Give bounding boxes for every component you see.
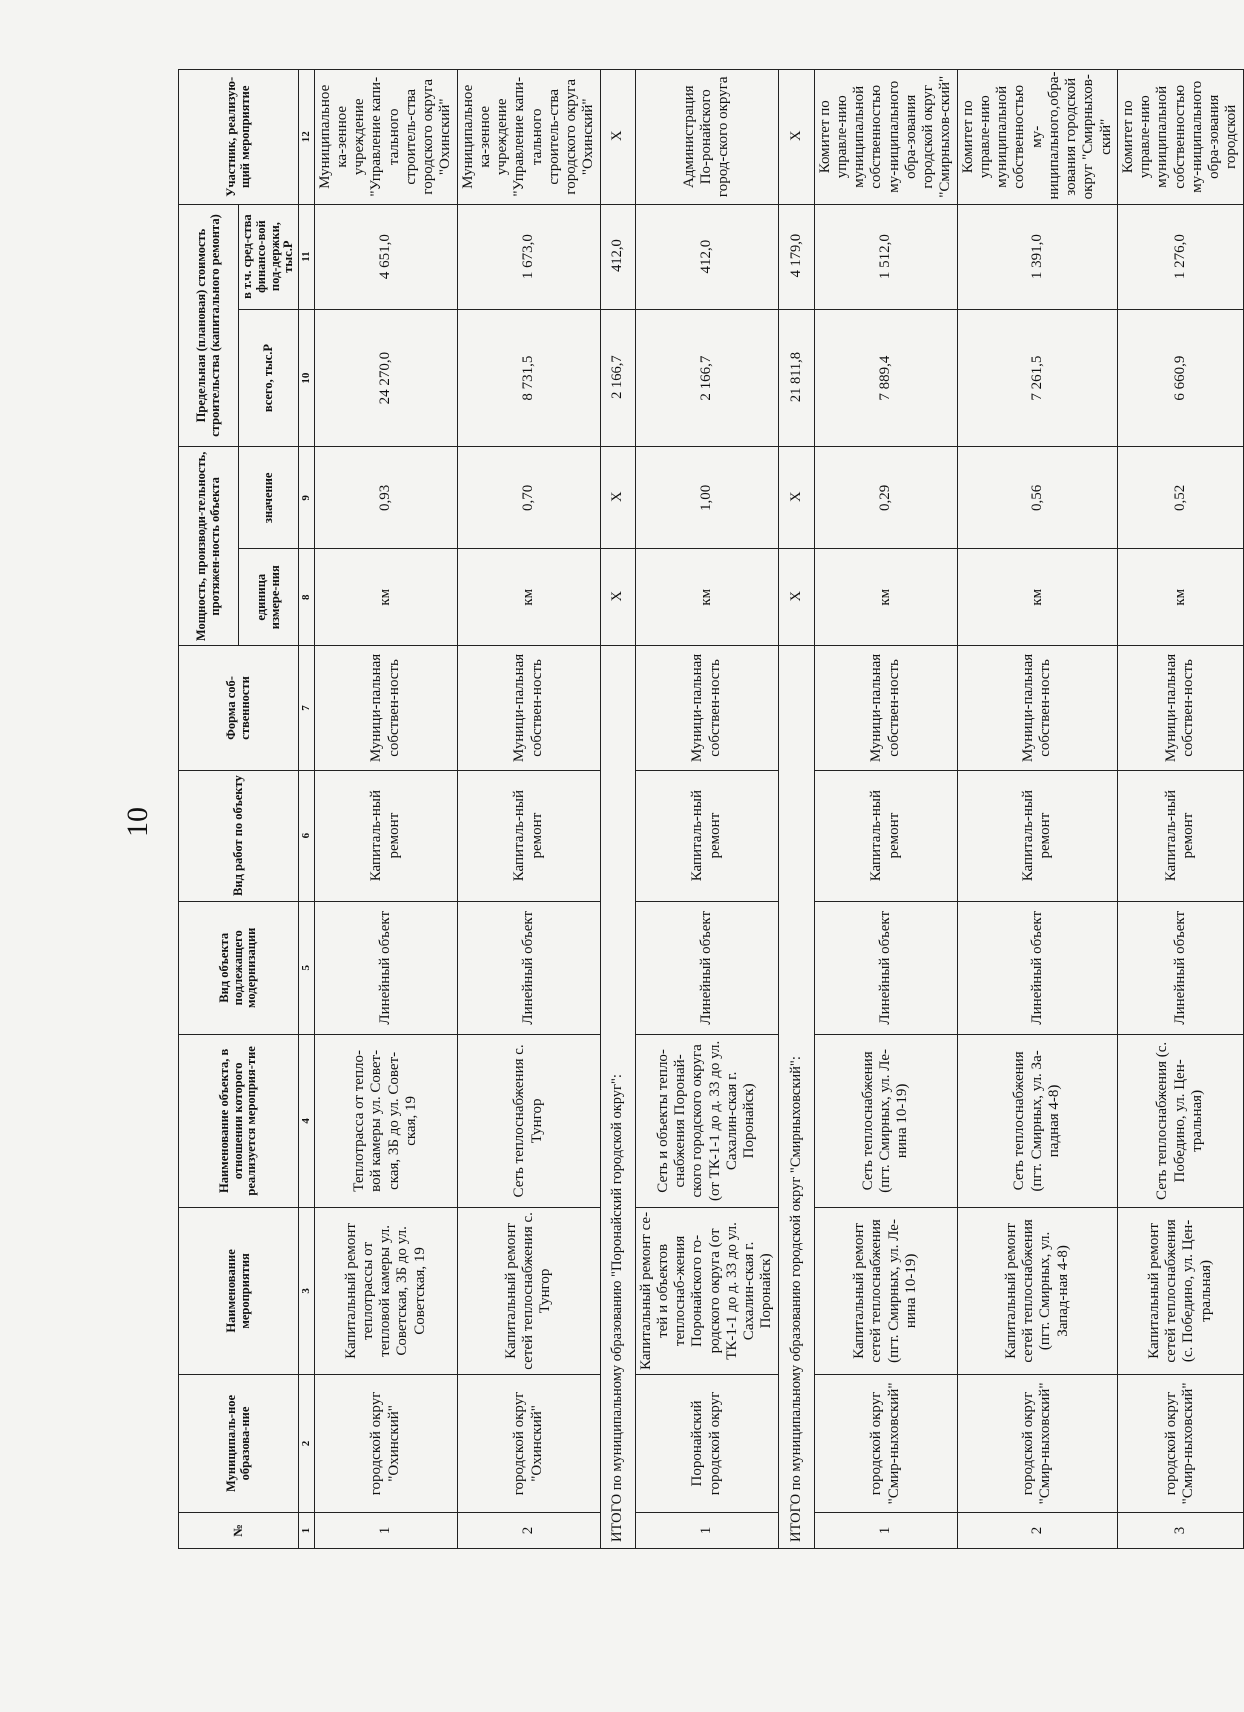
cell-municipality: городской округ "Смир-ныховский" [957,1375,1117,1513]
cell-cost-support: 1 673,0 [457,204,600,309]
column-number: 5 [299,901,315,1034]
subtotal-cost-total: 21 811,8 [778,309,814,447]
subtotal-unit: Х [778,549,814,646]
rotated-table-frame [178,69,1240,1549]
column-number-row [299,70,315,1549]
cell-municipality: городской округ "Смир-ныховский" [1117,1375,1243,1513]
cell-participant: Комитет по управле-нию муниципальной собственностью му-ниципального,обра-зования городской округ "Смирныхов-ский" [957,70,1117,205]
table-row [457,70,600,1549]
header-cost: Предельная (плановая) стоимость строительства (капитального ремонта) [179,204,239,447]
subtotal-cost-total: 2 166,7 [600,309,635,447]
cell-value: 0,29 [814,447,957,549]
cell-municipality: городской округ "Охинский" [457,1375,600,1513]
subtotal-cost-support: 412,0 [600,204,635,309]
table-row [957,70,1117,1549]
cell-cost-total: 7 261,5 [957,309,1117,447]
cell-work-type: Капиталь-ный ремонт [635,770,778,901]
cell-ownership: Муници-пальная собствен-ность [314,646,457,770]
cell-value: 1,00 [635,447,778,549]
cell-object: Теплотрасса от тепло-вой камеры ул. Совет-ская, 3Б до ул. Совет-ская, 19 [314,1034,457,1207]
header-object-name: Наименование объекта, в отношении которого реализуется мероприя-тие [179,1034,299,1207]
cell-event: Капитальный ремонт теплотрассы от тепловой камеры ул. Советская, 3Б до ул. Советская, 19 [314,1207,457,1374]
cell-object: Сеть и объекты тепло-снабжения Поронай-ского городского округа (от ТК-1-1 до д. 33 до ул. Сахалин-ская г. Поронайск) [635,1034,778,1207]
subtotal-cost-support: 4 179,0 [778,204,814,309]
cell-participant: Комитет по управле-нию муниципальной собственностью му-ниципального обра-зования городской [1117,70,1243,205]
cell-unit: км [314,549,457,646]
cell-object: Сеть теплоснабжения (с. Победино, ул. Цен-тральная) [1117,1034,1243,1207]
cell-municipality: городской округ "Охинский" [314,1375,457,1513]
cell-value: 0,56 [957,447,1117,549]
cell-work-type: Капиталь-ный ремонт [1117,770,1243,901]
cell-no: 2 [957,1512,1117,1548]
column-number: 4 [299,1034,315,1207]
cell-unit: км [814,549,957,646]
cell-unit: км [1117,549,1243,646]
header-event-name: Наименование мероприятия [179,1207,299,1374]
subtotal-label: ИТОГО по муниципальному образованию городской округ "Смирныховский": [778,646,814,1549]
cell-participant: Муниципальное ка-зенное учреждение "Управление капи-тального строитель-ства городского округа "Охинский" [314,70,457,205]
subtotal-unit: Х [600,549,635,646]
column-number: 7 [299,646,315,770]
cell-cost-total: 8 731,5 [457,309,600,447]
cell-value: 0,52 [1117,447,1243,549]
cell-ownership: Муници-пальная собствен-ность [1117,646,1243,770]
cell-event: Капитальный ремонт се-тей и объектов теплоснаб-жения Поронайского го-родского округа (от ТК-1-1 до д. 33 до ул. Сахалин-ская г. Поронайск) [635,1207,778,1374]
cell-no: 1 [314,1512,457,1548]
table-row [814,70,957,1549]
header-object-type: Вид объекта подлежащего модернизации [179,901,299,1034]
cell-cost-total: 7 889,4 [814,309,957,447]
subtotal-row-poronaysk [600,70,635,1549]
cell-value: 0,70 [457,447,600,549]
cell-no: 2 [457,1512,600,1548]
cell-object: Сеть теплоснабжения с. Тунгор [457,1034,600,1207]
column-number: 2 [299,1375,315,1513]
table-row [1117,70,1243,1549]
column-number: 9 [299,447,315,549]
cell-unit: км [457,549,600,646]
cell-unit: км [635,549,778,646]
header-unit: единица измере-ния [239,549,299,646]
cell-object: Сеть теплоснабжения (пгт. Смирных, ул. За-падная 4-8) [957,1034,1117,1207]
subtotal-participant: Х [600,70,635,205]
cell-ownership: Муници-пальная собствен-ность [814,646,957,770]
header-cost-total: всего, тыс.Р [239,309,299,447]
page-number: 10 [121,807,154,837]
cell-object-type: Линейный объект [635,901,778,1034]
subtotal-value: Х [600,447,635,549]
investment-table [178,69,1244,1549]
cell-object-type: Линейный объект [957,901,1117,1034]
cell-event: Капитальный ремонт сетей теплоснабжения (пгт. Смирных, ул. Запад-ная 4-8) [957,1207,1117,1374]
table-row [314,70,457,1549]
cell-cost-total: 24 270,0 [314,309,457,447]
header-work-type: Вид работ по объекту [179,770,299,901]
cell-event: Капитальный ремонт сетей теплоснабжения (пгт. Смирных, ул. Ле-нина 10-19) [814,1207,957,1374]
column-number: 11 [299,204,315,309]
column-number: 8 [299,549,315,646]
cell-work-type: Капиталь-ный ремонт [457,770,600,901]
cell-no: 1 [635,1512,778,1548]
header-no: № [179,1512,299,1548]
cell-municipality: Поронайский городской округ [635,1375,778,1513]
subtotal-row-smirnykh [778,70,814,1549]
cell-municipality: городской округ "Смир-ныховский" [814,1375,957,1513]
cell-ownership: Муници-пальная собствен-ность [957,646,1117,770]
cell-ownership: Муници-пальная собствен-ность [457,646,600,770]
cell-ownership: Муници-пальная собствен-ность [635,646,778,770]
cell-unit: км [957,549,1117,646]
cell-work-type: Капиталь-ный ремонт [314,770,457,901]
header-capacity: Мощность, производи-тельность, протяжен-ность объекта [179,447,239,646]
cell-cost-support: 1 391,0 [957,204,1117,309]
cell-object-type: Линейный объект [814,901,957,1034]
cell-no: 1 [814,1512,957,1548]
cell-object: Сеть теплоснабжения (пгт. Смирных, ул. Ле-нина 10-19) [814,1034,957,1207]
cell-object-type: Линейный объект [314,901,457,1034]
column-number: 3 [299,1207,315,1374]
header-municipality: Муниципаль-ное образова-ние [179,1375,299,1513]
cell-value: 0,93 [314,447,457,549]
cell-cost-total: 6 660,9 [1117,309,1243,447]
header-value: значение [239,447,299,549]
column-number: 6 [299,770,315,901]
column-number: 12 [299,70,315,205]
cell-cost-support: 1 276,0 [1117,204,1243,309]
cell-object-type: Линейный объект [457,901,600,1034]
cell-participant: Муниципальное ка-зенное учреждение "Управление капи-тального строитель-ства городского округа "Охинский" [457,70,600,205]
cell-event: Капитальный ремонт сетей теплоснабжения с. Тунгор [457,1207,600,1374]
column-number: 1 [299,1512,315,1548]
cell-cost-support: 1 512,0 [814,204,957,309]
cell-event: Капитальный ремонт сетей теплоснабжения (с. Победино, ул. Цен-тральная) [1117,1207,1243,1374]
subtotal-value: Х [778,447,814,549]
cell-cost-support: 4 651,0 [314,204,457,309]
cell-no: 3 [1117,1512,1243,1548]
header-cost-support: в т.ч. сред-ства финансо-вой под-держки, тыс.Р [239,204,299,309]
table-row [635,70,778,1549]
cell-participant: Комитет по управле-нию муниципальной собственностью му-ниципального обра-зования городской округ "Смирныхов-ский" [814,70,957,205]
cell-work-type: Капиталь-ный ремонт [957,770,1117,901]
subtotal-participant: Х [778,70,814,205]
column-number: 10 [299,309,315,447]
cell-participant: Администрация По-ронайского город-ского округа [635,70,778,205]
header-ownership: Форма соб-ственности [179,646,299,770]
cell-work-type: Капиталь-ный ремонт [814,770,957,901]
cell-cost-total: 2 166,7 [635,309,778,447]
subtotal-label: ИТОГО по муниципальному образованию "Поронайский городской округ": [600,646,635,1549]
cell-object-type: Линейный объект [1117,901,1243,1034]
header-participant: Участник, реализую-щий мероприятие [179,70,299,205]
cell-cost-support: 412,0 [635,204,778,309]
